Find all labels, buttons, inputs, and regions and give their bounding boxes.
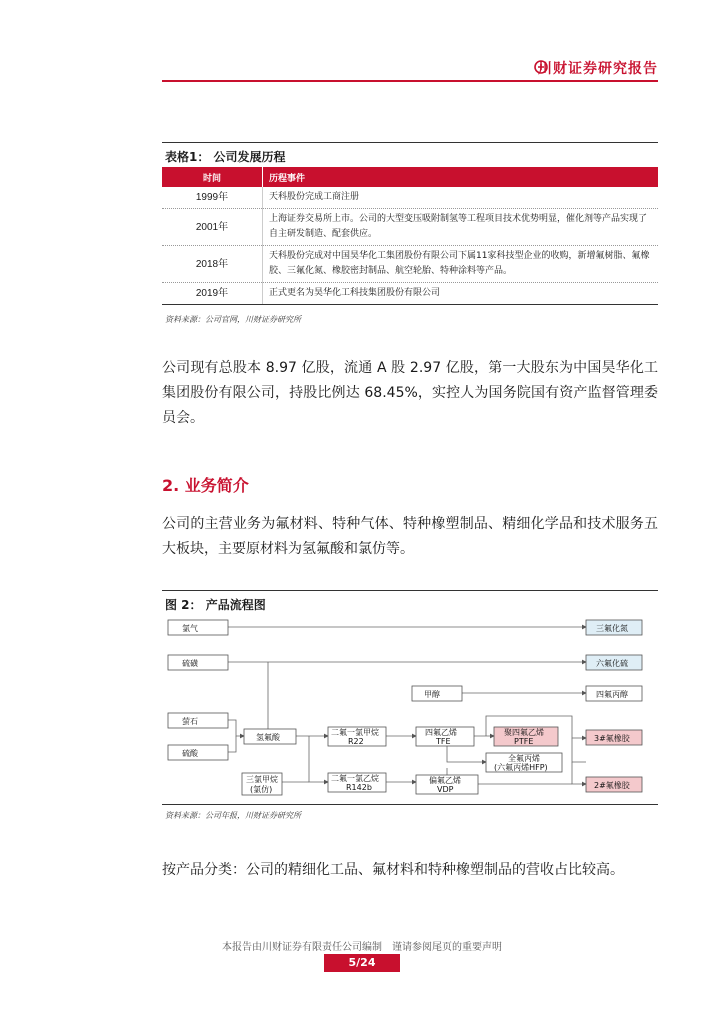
table-row <box>162 209 658 246</box>
node-chlorine <box>168 620 228 635</box>
node-label: 3#氟橡胶 <box>594 734 630 743</box>
node-label: R22 <box>348 737 364 746</box>
node-label: 甲醇 <box>424 690 440 699</box>
figure-source: 资料来源：公司年报，川财证券研究所 <box>165 811 301 820</box>
page-header <box>162 56 658 82</box>
node-label: 三氟化氮 <box>596 624 628 633</box>
footer-disclaimer: 本报告由川财证券有限责任公司编制 谨请参阅尾页的重要声明 <box>222 942 502 953</box>
node-nf3 <box>586 620 642 635</box>
column-header-time: 时间 <box>162 167 263 187</box>
node-label: (六氟丙烯HFP) <box>494 763 548 772</box>
node-label: TFE <box>436 737 451 746</box>
row-year: 2001年 <box>162 209 263 246</box>
node-fkm2 <box>586 777 642 792</box>
node-label: 萤石 <box>182 717 198 726</box>
node-tetrafluoropropanol <box>586 686 642 701</box>
row-event: 天科股份完成工商注册 <box>263 187 659 209</box>
row-year: 2019年 <box>162 283 263 305</box>
node-label: 氯气 <box>182 624 198 633</box>
node-label: 二氟一氯甲烷 <box>331 728 379 737</box>
business-paragraph: 公司的主营业务为氟材料、特种气体、特种橡塑制品、精细化学品和技术服务五大板块，主要原材料为氢氟酸和氯仿等。 <box>162 516 658 557</box>
node-label: 聚四氟乙烯 <box>504 728 544 737</box>
node-hf <box>244 729 296 744</box>
node-r22 <box>328 727 386 746</box>
row-event: 上海证券交易所上市。公司的大型变压吸附制氢等工程项目技术优势明显，催化剂等产品实现了自主研发制造、配套供应。 <box>263 209 659 246</box>
node-label: 六氟化硫 <box>596 659 628 668</box>
header-rule <box>162 80 658 82</box>
node-label: R142b <box>346 783 372 792</box>
table-source: 资料来源：公司官网，川财证券研究所 <box>165 315 301 324</box>
node-hfp <box>486 753 562 772</box>
node-sulfuric-acid <box>168 745 228 760</box>
figure-bottom-rule <box>162 804 658 805</box>
node-label: 四氟乙烯 <box>425 728 457 737</box>
node-ptfe <box>494 727 558 746</box>
node-methanol <box>412 686 462 701</box>
node-r142b <box>328 773 386 792</box>
node-label: 硫磺 <box>182 659 198 668</box>
node-label: 四氟丙醇 <box>596 690 628 699</box>
page-number: 5/24 <box>324 954 400 972</box>
node-fluorite <box>168 713 228 728</box>
node-fkm3 <box>586 730 642 745</box>
row-event: 天科股份完成对中国昊华化工集团股份有限公司下属11家科技型企业的收购，新增氟树脂、氟橡胶、三氟化氮、橡胶密封制品、航空轮胎、特种涂料等产品。 <box>263 246 659 283</box>
table-row <box>162 187 658 209</box>
figure-title: 图 2： 产品流程图 <box>165 598 266 612</box>
node-label: 硫酸 <box>182 749 198 758</box>
node-label: PTFE <box>514 737 534 746</box>
node-label: VDP <box>437 785 454 794</box>
node-label: 全氟丙烯 <box>508 754 540 763</box>
node-vdp <box>416 775 478 794</box>
table-header-row <box>162 167 658 187</box>
figure-top-rule <box>162 590 658 591</box>
node-label: 2#氟橡胶 <box>594 781 630 790</box>
node-label: 二氟一氯乙烷 <box>331 774 379 783</box>
node-tfe <box>416 727 474 746</box>
row-year: 1999年 <box>162 187 263 209</box>
history-table <box>162 167 658 305</box>
node-chloroform <box>242 773 282 795</box>
row-event: 正式更名为昊华化工科技集团股份有限公司 <box>263 283 659 305</box>
header-brand: 川财证券研究报告 <box>538 61 658 77</box>
column-header-event: 历程事件 <box>263 167 659 187</box>
node-sf6 <box>586 655 642 670</box>
table-title: 表格1： 公司发展历程 <box>165 150 286 164</box>
node-label: 偏氟乙烯 <box>429 776 461 785</box>
revenue-paragraph: 按产品分类：公司的精细化工品、氟材料和特种橡塑制品的营收占比较高。 <box>162 862 624 878</box>
table-top-rule <box>162 142 658 143</box>
table-row <box>162 246 658 283</box>
node-sulfur <box>168 655 228 670</box>
node-label: (氯仿) <box>250 785 273 794</box>
shareholder-paragraph: 公司现有总股本 8.97 亿股，流通 A 股 2.97 亿股，第一大股东为中国昊华化工集团股份有限公司，持股比例达 68.45%，实控人为国务院国有资产监督管理委员会。 <box>162 360 658 426</box>
product-flow-diagram <box>162 612 658 802</box>
table-row <box>162 283 658 305</box>
row-year: 2018年 <box>162 246 263 283</box>
node-label: 三氯甲烷 <box>246 775 278 784</box>
section-heading: 2. 业务简介 <box>162 476 249 495</box>
node-label: 氢氟酸 <box>256 733 280 742</box>
